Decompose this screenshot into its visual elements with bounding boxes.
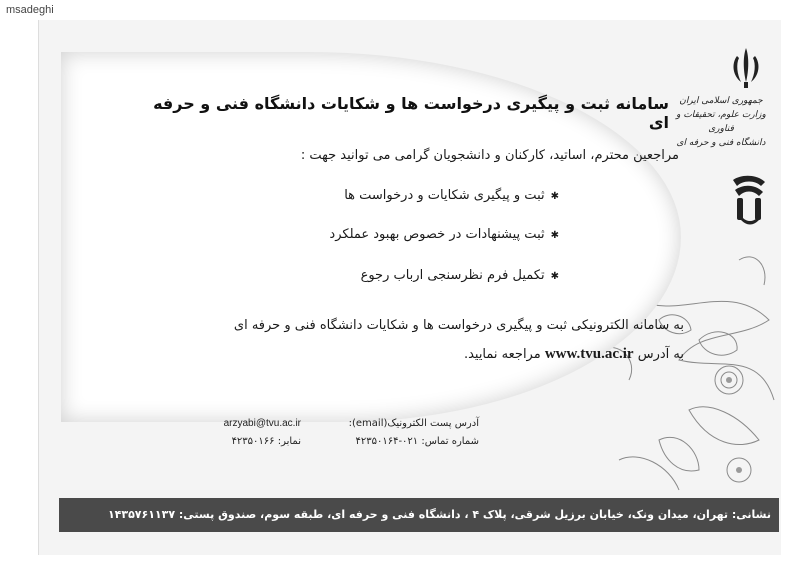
instruction-paragraph: به سامانه الکترونیکی ثبت و پیگیری درخواست ها و شکایات دانشگاه فنی و حرفه ای — [233, 318, 684, 333]
list-item — [259, 188, 559, 203]
university-logo-icon — [727, 170, 771, 230]
website-line — [79, 346, 684, 363]
ministry-line-1: جمهوری اسلامی ایران — [679, 96, 763, 106]
list-item-text: ثبت پیشنهادات در خصوص بهبود عملکرد — [329, 227, 545, 242]
asterisk-icon: ✱ — [550, 230, 559, 241]
website-prefix: به آدرس — [637, 347, 684, 362]
website-suffix: مراجعه نمایید. — [463, 347, 541, 362]
email-link[interactable]: arzyabi@tvu.ac.ir — [223, 418, 301, 429]
list-item — [259, 268, 559, 283]
asterisk-icon: ✱ — [550, 191, 559, 202]
phone-number: شماره تماس: ۰۲۱-۴۲۳۵۰۱۶۴ — [355, 436, 479, 447]
list-item-text: تکمیل فرم نظرسنجی ارباب رجوع — [360, 268, 545, 283]
intro-text: مراجعین محترم، اساتید، کارکنان و دانشجویان گرامی می توانید جهت : — [300, 148, 679, 163]
watermark-label: msadeghi — [6, 4, 54, 16]
ministry-block — [671, 94, 771, 150]
ministry-line-2: وزارت علوم، تحقیقات و فناوری — [676, 110, 766, 134]
website-link[interactable]: www.tvu.ac.ir — [544, 346, 634, 362]
asterisk-icon: ✱ — [550, 271, 559, 282]
list-item — [259, 227, 559, 242]
iran-emblem-icon — [721, 42, 771, 92]
address-footer: نشانی: تهران، میدان ونک، خیابان برزیل شرقی، پلاک ۴ ، دانشگاه فنی و حرفه ای، طبقه سوم، صندوق پستی: ۱۴۳۵۷۶۱۱۳۷ — [59, 498, 779, 532]
ministry-line-3: دانشگاه فنی و حرفه ای — [676, 138, 766, 148]
fax-number: نمابر: ۴۲۳۵۰۱۶۶ — [231, 436, 301, 447]
email-label: آدرس پست الکترونیک(email): — [348, 418, 479, 429]
list-item-text: ثبت و پیگیری شکایات و درخواست ها — [344, 188, 545, 203]
page-title: سامانه ثبت و پیگیری درخواست ها و شکایات دانشگاه فنی و حرفه ای — [153, 94, 669, 132]
document-page — [38, 20, 781, 555]
